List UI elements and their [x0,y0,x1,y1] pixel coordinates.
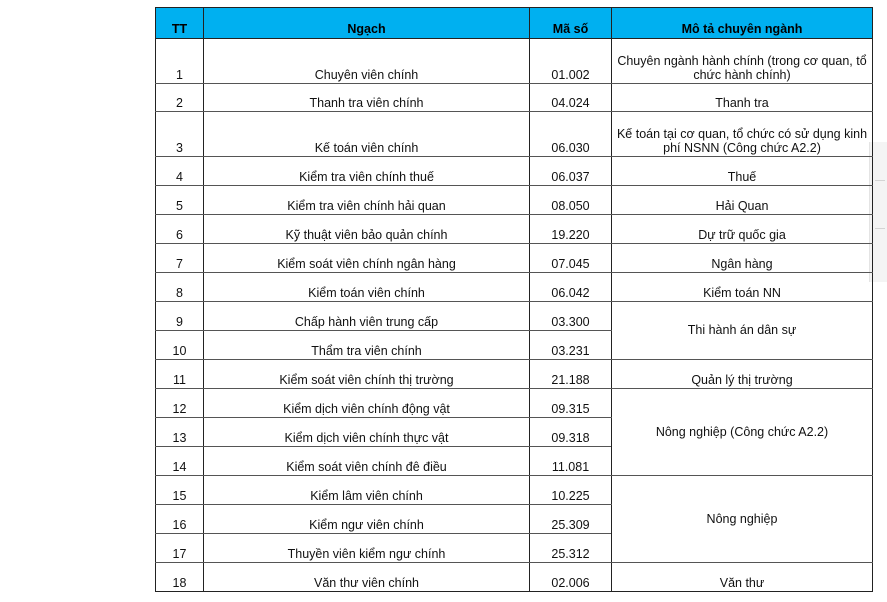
table-row [156,186,873,215]
cell-mo-ta: Kế toán tại cơ quan, tổ chức có sử dụng kinh phí NSNN (Công chức A2.2) [612,112,873,157]
civil-service-ranks-table [155,7,873,592]
table-row [156,563,873,592]
cell-ngach: Kiểm dịch viên chính thực vật [204,418,530,447]
cell-ngach: Kiểm lâm viên chính [204,476,530,505]
header-ngach: Ngạch [204,8,530,39]
cell-mo-ta: Ngân hàng [612,244,873,273]
table-row [156,273,873,302]
table-row [156,39,873,84]
cell-tt: 11 [156,360,204,389]
header-tt: TT [156,8,204,39]
cell-ngach: Kiểm tra viên chính hải quan [204,186,530,215]
table-row [156,215,873,244]
cell-tt: 6 [156,215,204,244]
cell-ngach: Kiểm toán viên chính [204,273,530,302]
cell-ngach: Kiểm soát viên chính thị trường [204,360,530,389]
cell-tt: 16 [156,505,204,534]
side-panel-divider [875,180,885,181]
table-row [156,84,873,112]
cell-ngach: Kiểm tra viên chính thuế [204,157,530,186]
cell-mo-ta: Kiểm toán NN [612,273,873,302]
cell-ma-so: 09.318 [530,418,612,447]
cell-mo-ta-merged: Nông nghiệp (Công chức A2.2) [612,389,873,476]
cell-ngach: Thanh tra viên chính [204,84,530,112]
cell-tt: 1 [156,39,204,84]
cell-ma-so: 03.300 [530,302,612,331]
side-panel-divider [875,228,885,229]
header-mo-ta: Mô tả chuyên ngành [612,8,873,39]
cell-mo-ta: Văn thư [612,563,873,592]
cell-mo-ta: Chuyên ngành hành chính (trong cơ quan, tổ chức hành chính) [612,39,873,84]
cell-ngach: Chuyên viên chính [204,39,530,84]
cell-ngach: Thẩm tra viên chính [204,331,530,360]
table-row [156,244,873,273]
cell-mo-ta: Thanh tra [612,84,873,112]
cell-ma-so: 08.050 [530,186,612,215]
cell-ngach: Kế toán viên chính [204,112,530,157]
table-row [156,389,873,418]
cell-mo-ta-merged: Nông nghiệp [612,476,873,563]
cell-ma-so: 19.220 [530,215,612,244]
cell-tt: 7 [156,244,204,273]
cell-tt: 8 [156,273,204,302]
cell-mo-ta-merged: Thi hành án dân sự [612,302,873,360]
cell-ma-so: 02.006 [530,563,612,592]
table-row [156,157,873,186]
cell-ma-so: 25.312 [530,534,612,563]
cell-mo-ta: Quản lý thị trường [612,360,873,389]
cell-tt: 18 [156,563,204,592]
table-row [156,360,873,389]
cell-ma-so: 01.002 [530,39,612,84]
cell-tt: 13 [156,418,204,447]
cell-ma-so: 06.042 [530,273,612,302]
cell-tt: 15 [156,476,204,505]
header-ma-so: Mã số [530,8,612,39]
cell-tt: 5 [156,186,204,215]
cell-ngach: Kỹ thuật viên bảo quản chính [204,215,530,244]
cell-tt: 14 [156,447,204,476]
cell-ngach: Chấp hành viên trung cấp [204,302,530,331]
cell-ma-so: 10.225 [530,476,612,505]
table-row [156,302,873,331]
cell-ngach: Kiểm ngư viên chính [204,505,530,534]
cell-mo-ta: Thuế [612,157,873,186]
cell-tt: 9 [156,302,204,331]
table-row [156,112,873,157]
table-row [156,476,873,505]
cell-tt: 10 [156,331,204,360]
cell-tt: 2 [156,84,204,112]
cell-ngach: Văn thư viên chính [204,563,530,592]
cell-tt: 3 [156,112,204,157]
cell-ngach: Kiểm dịch viên chính động vật [204,389,530,418]
cell-mo-ta: Dự trữ quốc gia [612,215,873,244]
cell-ngach: Kiểm soát viên chính đê điều [204,447,530,476]
cell-ma-so: 25.309 [530,505,612,534]
cell-ma-so: 09.315 [530,389,612,418]
cell-tt: 17 [156,534,204,563]
cell-tt: 12 [156,389,204,418]
cell-ma-so: 04.024 [530,84,612,112]
table-header-row [156,8,873,39]
cell-ma-so: 06.030 [530,112,612,157]
cell-ma-so: 21.188 [530,360,612,389]
cell-ngach: Thuyền viên kiểm ngư chính [204,534,530,563]
cell-tt: 4 [156,157,204,186]
cell-ma-so: 07.045 [530,244,612,273]
cell-ma-so: 06.037 [530,157,612,186]
cell-mo-ta: Hải Quan [612,186,873,215]
cell-ngach: Kiểm soát viên chính ngân hàng [204,244,530,273]
cell-ma-so: 03.231 [530,331,612,360]
cell-ma-so: 11.081 [530,447,612,476]
